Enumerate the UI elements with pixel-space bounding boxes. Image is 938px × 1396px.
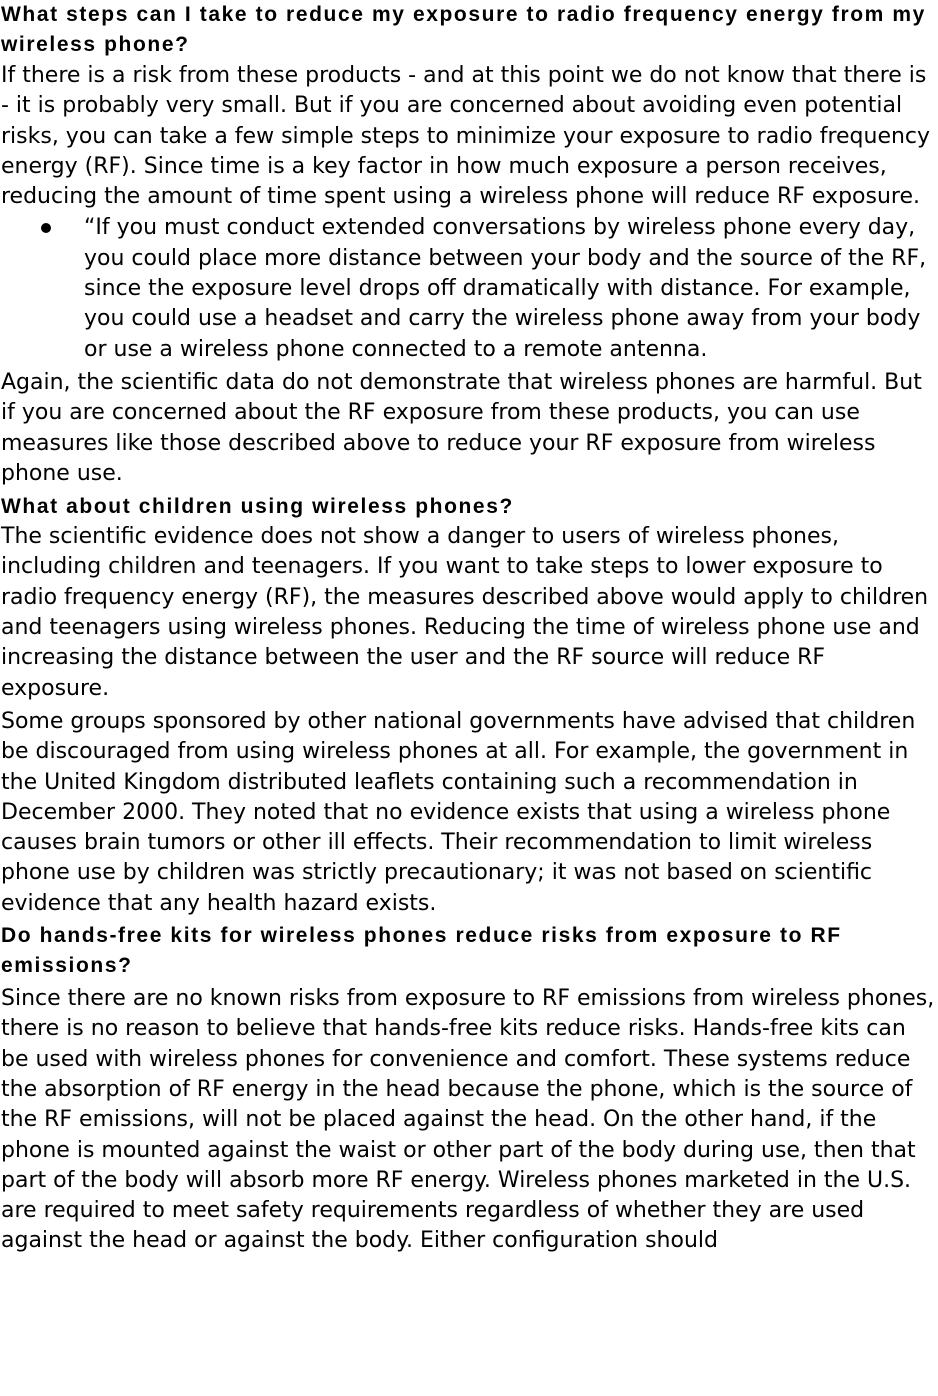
heading-children: What about children using wireless phones? xyxy=(1,495,514,519)
list-item xyxy=(1,213,937,364)
paragraph-risk-intro: If there is a risk from these products - and at this point we do not know that there is - it is probably very small. But if you are concerned about avoiding even potential risks, you can take a few simple steps to minimize your exposure to radio frequency energy (RF). Since time is a key factor in how much exposure a person receives, reducing the amount of time spent using a wireless phone will reduce RF exposure. xyxy=(1,63,931,210)
paragraph-children-evidence: The scientific evidence does not show a danger to users of wireless phones, including children and teenagers. If you want to take steps to lower exposure to radio frequency energy (RF), the measures described above would apply to children and teenagers using wireless phones. Reducing the time of wireless phone use and increasing the distance between the user and the RF source will reduce RF exposure. xyxy=(1,524,929,701)
paragraph-hands-free: Since there are no known risks from exposure to RF emissions from wireless phones, there is no reason to believe that hands-free kits reduce risks. Hands-free kits can be used with wireless phones for convenience and comfort. These systems reduce the absorption of RF energy in the head because the phone, which is the source of the RF emissions, will not be placed against the head. On the other hand, if the phone is mounted against the waist or other part of the body during use, then that part of the body will absorb more RF energy. Wireless phones marketed in the U.S. are required to meet safety requirements regardless of whether they are used against the head or against the body. Either configuration should xyxy=(1,986,935,1254)
list-item-text: “If you must conduct extended conversations by wireless phone every day, you could place more distance between your body and the source of the RF, since the exposure level drops off dramatically with distance. For example, you could use a headset and carry the wireless phone away from your body or use a wireless phone connected to a remote antenna. xyxy=(84,215,927,362)
bullet-list xyxy=(1,213,937,364)
document-page xyxy=(1,0,937,1257)
paragraph-scientific-data: Again, the scientific data do not demonstrate that wireless phones are harmful. But if you are concerned about the RF exposure from these products, you can use measures like those described above to reduce your RF exposure from wireless phone use. xyxy=(1,369,922,486)
paragraph-other-governments: Some groups sponsored by other national governments have advised that children be discouraged from using wireless phones at all. For example, the government in the United Kingdom distributed leaflets containing such a recommendation in December 2000. They noted that no evidence exists that using a wireless phone causes brain tumors or other ill effects. Their recommendation to limit wireless phone use by children was strictly precautionary; it was not based on scientific evidence that any health hazard exists. xyxy=(1,708,916,916)
heading-hands-free-kits: Do hands-free kits for wireless phones reduce risks from exposure to RF emissions? xyxy=(1,924,842,978)
heading-reduce-exposure: What steps can I take to reduce my exposure to radio frequency energy from my wireless phone? xyxy=(1,3,926,56)
bullet-dot-icon xyxy=(41,223,51,233)
